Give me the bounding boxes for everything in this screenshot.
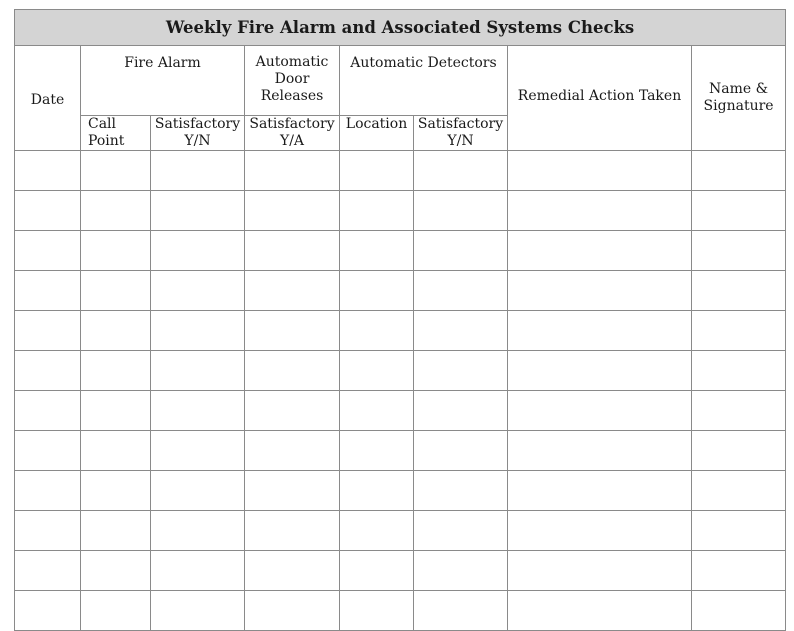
detectors-satisfactory-cell[interactable] (414, 191, 508, 231)
door-releases-satisfactory-cell[interactable] (245, 351, 340, 391)
name-signature-cell[interactable] (692, 511, 786, 551)
remedial-action-header (508, 46, 692, 151)
table-row (15, 471, 786, 511)
name-signature-cell[interactable] (692, 551, 786, 591)
detectors-satisfactory-cell[interactable] (414, 551, 508, 591)
location-header-label: Location (345, 116, 408, 132)
form-title: Weekly Fire Alarm and Associated Systems Checks (15, 10, 786, 46)
call-point-cell[interactable] (81, 351, 151, 391)
date-cell[interactable] (15, 351, 81, 391)
call-point-cell[interactable] (81, 191, 151, 231)
table-row (15, 271, 786, 311)
door-releases-satisfactory-cell[interactable] (245, 191, 340, 231)
table-row (15, 311, 786, 351)
fire-alarm-satisfactory-line1: Satisfactory (154, 116, 241, 132)
detectors-satisfactory-cell[interactable] (414, 471, 508, 511)
remedial-action-cell[interactable] (508, 551, 692, 591)
door-releases-satisfactory-cell[interactable] (245, 231, 340, 271)
date-header-label: Date (30, 91, 65, 108)
name-signature-line2: Signature (703, 98, 774, 114)
name-signature-cell[interactable] (692, 431, 786, 471)
fire-alarm-satisfactory-header (151, 116, 245, 151)
door-releases-satisfactory-header (245, 116, 340, 151)
remedial-action-cell[interactable] (508, 591, 692, 631)
detectors-satisfactory-cell[interactable] (414, 591, 508, 631)
remedial-action-cell[interactable] (508, 311, 692, 351)
call-point-cell[interactable] (81, 551, 151, 591)
table-row (15, 231, 786, 271)
location-header (340, 116, 414, 151)
door-releases-line1: Automatic (255, 54, 329, 70)
date-cell[interactable] (15, 391, 81, 431)
fire-alarm-satisfactory-cell[interactable] (151, 591, 245, 631)
location-cell[interactable] (340, 511, 414, 551)
remedial-action-cell[interactable] (508, 351, 692, 391)
detectors-satisfactory-cell[interactable] (414, 351, 508, 391)
call-point-cell[interactable] (81, 151, 151, 191)
name-signature-cell[interactable] (692, 231, 786, 271)
call-point-line1: Call (88, 116, 117, 132)
call-point-header (81, 116, 151, 151)
date-cell[interactable] (15, 431, 81, 471)
detectors-satisfactory-cell[interactable] (414, 431, 508, 471)
automatic-detectors-header-label: Automatic Detectors (350, 55, 497, 71)
date-cell[interactable] (15, 231, 81, 271)
name-signature-cell[interactable] (692, 591, 786, 631)
date-cell[interactable] (15, 551, 81, 591)
call-point-cell[interactable] (81, 271, 151, 311)
location-cell[interactable] (340, 151, 414, 191)
door-releases-satisfactory-cell[interactable] (245, 151, 340, 191)
location-cell[interactable] (340, 231, 414, 271)
door-releases-satisfactory-cell[interactable] (245, 311, 340, 351)
name-signature-cell[interactable] (692, 191, 786, 231)
table-row (15, 191, 786, 231)
remedial-action-cell[interactable] (508, 231, 692, 271)
name-signature-cell[interactable] (692, 151, 786, 191)
door-releases-line2: Door (274, 71, 310, 87)
name-signature-cell[interactable] (692, 471, 786, 511)
fire-alarm-header (81, 46, 245, 116)
door-releases-satisfactory-cell[interactable] (245, 471, 340, 511)
fire-alarm-satisfactory-cell[interactable] (151, 391, 245, 431)
door-releases-satisfactory-line2: Y/A (279, 133, 305, 149)
name-signature-cell[interactable] (692, 391, 786, 431)
call-point-cell[interactable] (81, 471, 151, 511)
fire-alarm-satisfactory-cell[interactable] (151, 231, 245, 271)
remedial-action-cell[interactable] (508, 431, 692, 471)
date-cell[interactable] (15, 511, 81, 551)
call-point-cell[interactable] (81, 431, 151, 471)
detectors-satisfactory-cell[interactable] (414, 311, 508, 351)
table-row (15, 511, 786, 551)
door-releases-satisfactory-cell[interactable] (245, 391, 340, 431)
fire-alarm-satisfactory-cell[interactable] (151, 271, 245, 311)
date-cell[interactable] (15, 471, 81, 511)
remedial-action-cell[interactable] (508, 391, 692, 431)
detectors-satisfactory-line2: Y/N (447, 133, 474, 149)
call-point-line2: Point (88, 133, 125, 149)
table-row (15, 351, 786, 391)
date-cell[interactable] (15, 191, 81, 231)
date-cell[interactable] (15, 151, 81, 191)
remedial-action-cell[interactable] (508, 271, 692, 311)
location-cell[interactable] (340, 351, 414, 391)
date-cell[interactable] (15, 271, 81, 311)
detectors-satisfactory-cell[interactable] (414, 231, 508, 271)
fire-alarm-header-label: Fire Alarm (124, 55, 201, 71)
table-row (15, 391, 786, 431)
date-header (15, 46, 81, 151)
door-releases-satisfactory-cell[interactable] (245, 551, 340, 591)
remedial-action-cell[interactable] (508, 511, 692, 551)
call-point-cell[interactable] (81, 591, 151, 631)
detectors-satisfactory-cell[interactable] (414, 391, 508, 431)
detectors-satisfactory-header (414, 116, 508, 151)
call-point-cell[interactable] (81, 231, 151, 271)
fire-alarm-satisfactory-cell[interactable] (151, 191, 245, 231)
detectors-satisfactory-cell[interactable] (414, 271, 508, 311)
remedial-action-cell[interactable] (508, 191, 692, 231)
fire-alarm-satisfactory-cell[interactable] (151, 431, 245, 471)
automatic-detectors-header (340, 46, 508, 116)
detectors-satisfactory-cell[interactable] (414, 511, 508, 551)
detectors-satisfactory-cell[interactable] (414, 151, 508, 191)
name-signature-cell[interactable] (692, 271, 786, 311)
date-cell[interactable] (15, 311, 81, 351)
remedial-action-cell[interactable] (508, 151, 692, 191)
door-releases-satisfactory-cell[interactable] (245, 271, 340, 311)
call-point-cell[interactable] (81, 391, 151, 431)
location-cell[interactable] (340, 311, 414, 351)
name-signature-line1: Name & (709, 81, 769, 97)
name-signature-cell[interactable] (692, 311, 786, 351)
fire-alarm-check-table (14, 9, 786, 631)
door-releases-line3: Releases (260, 88, 324, 104)
location-cell[interactable] (340, 551, 414, 591)
call-point-cell[interactable] (81, 511, 151, 551)
fire-alarm-satisfactory-line2: Y/N (184, 133, 211, 149)
fire-alarm-satisfactory-cell[interactable] (151, 351, 245, 391)
name-signature-header (692, 46, 786, 151)
fire-alarm-satisfactory-cell[interactable] (151, 551, 245, 591)
door-releases-satisfactory-cell[interactable] (245, 431, 340, 471)
location-cell[interactable] (340, 431, 414, 471)
table-row (15, 591, 786, 631)
name-signature-cell[interactable] (692, 351, 786, 391)
remedial-action-cell[interactable] (508, 471, 692, 511)
table-row (15, 431, 786, 471)
fire-alarm-satisfactory-cell[interactable] (151, 311, 245, 351)
fire-alarm-satisfactory-cell[interactable] (151, 511, 245, 551)
door-releases-header (245, 46, 340, 116)
location-cell[interactable] (340, 471, 414, 511)
door-releases-satisfactory-cell[interactable] (245, 591, 340, 631)
date-cell[interactable] (15, 591, 81, 631)
door-releases-satisfactory-cell[interactable] (245, 511, 340, 551)
table-row (15, 151, 786, 191)
location-cell[interactable] (340, 191, 414, 231)
door-releases-satisfactory-line1: Satisfactory (249, 116, 335, 132)
fire-alarm-satisfactory-cell[interactable] (151, 471, 245, 511)
location-cell[interactable] (340, 391, 414, 431)
remedial-action-header-label: Remedial Action Taken (517, 88, 682, 104)
call-point-cell[interactable] (81, 311, 151, 351)
log-entries (15, 151, 786, 631)
fire-alarm-satisfactory-cell[interactable] (151, 151, 245, 191)
location-cell[interactable] (340, 271, 414, 311)
table-row (15, 551, 786, 591)
detectors-satisfactory-line1: Satisfactory (417, 116, 504, 132)
location-cell[interactable] (340, 591, 414, 631)
